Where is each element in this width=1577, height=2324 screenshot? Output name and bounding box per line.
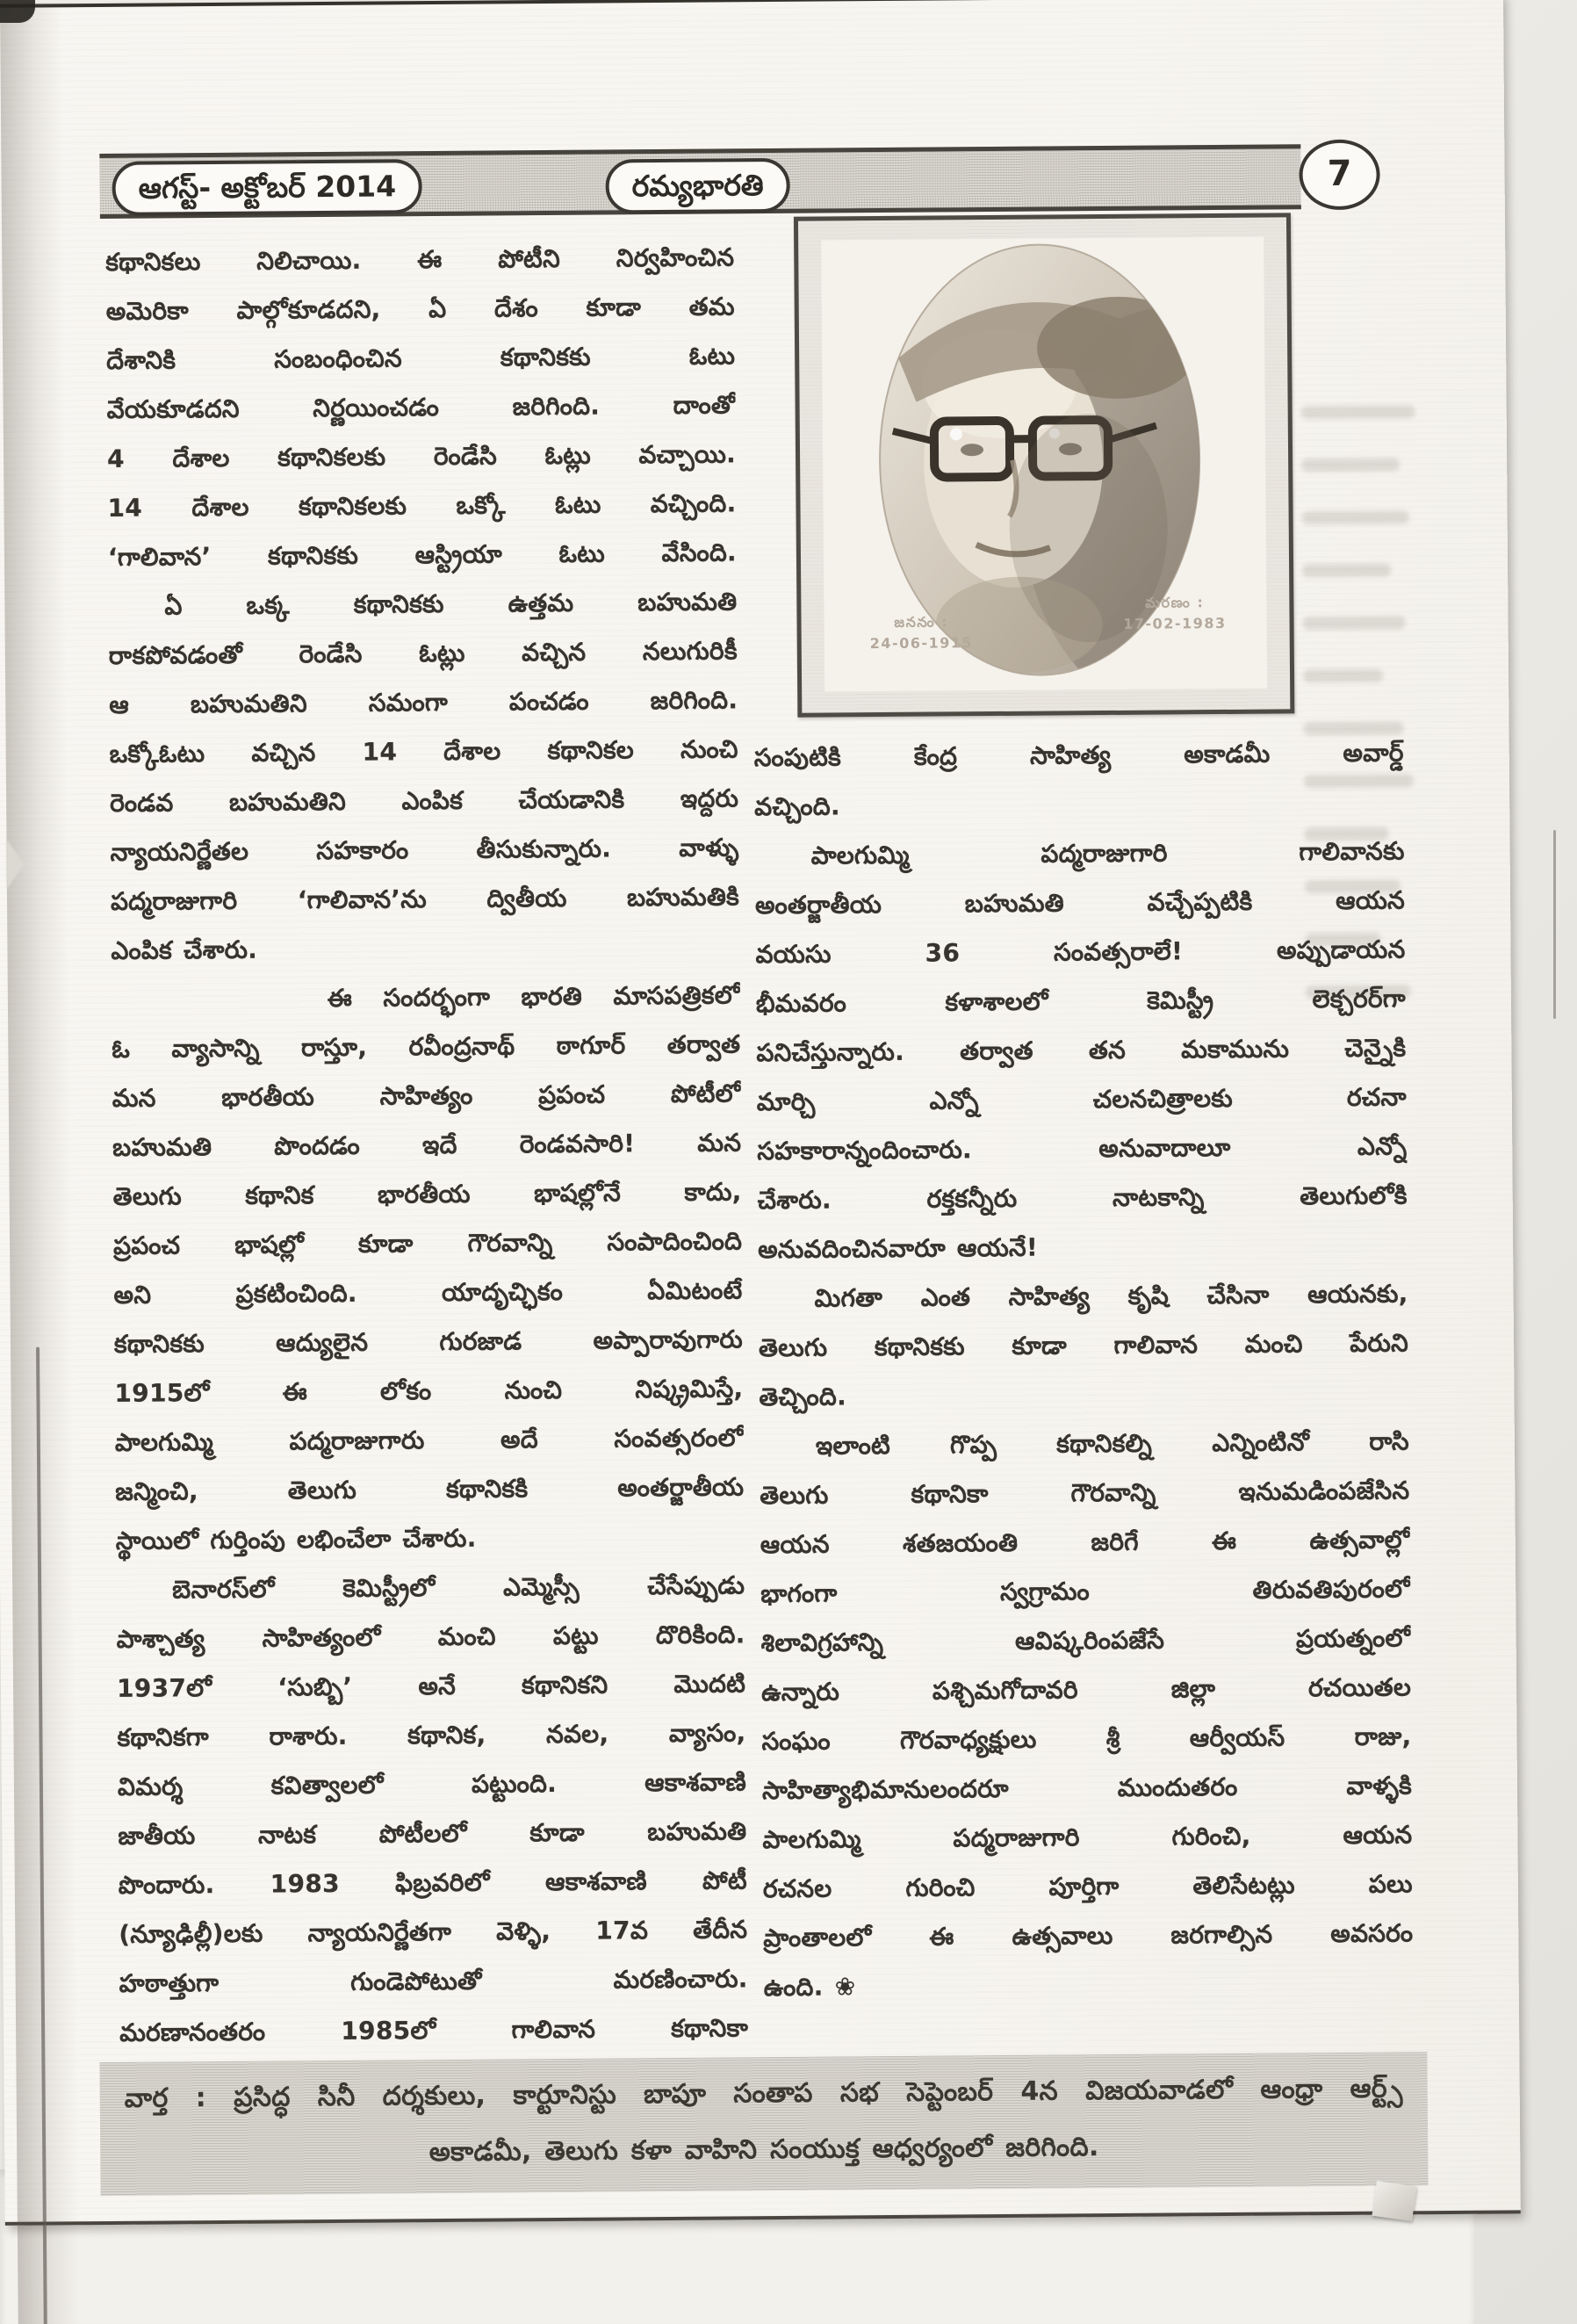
text-line: న్యాయనిర్ణేతల సహకారం తీసుకున్నారు. వాళ్ళు xyxy=(110,833,739,867)
text-line: శిలావిగ్రహాన్ని ఆవిష్కరింపజేసే ప్రయత్నంలో xyxy=(760,1623,1411,1658)
text-line: బహుమతి పొందడం ఇదే రెండవసారి! మన xyxy=(112,1128,742,1162)
bleed-through-line xyxy=(1301,405,1415,419)
death-date: 17-02-1983 xyxy=(1123,614,1227,632)
text-line: అమెరికా పాల్గోకూడదని, ఏ దేశం కూడా తమ xyxy=(105,292,735,326)
text-line: ఉన్నారు పశ్చిమగోదావరి జిల్లా రచయితల xyxy=(760,1672,1412,1707)
text-line: చేశారు. రక్తకన్నీరు నాటకాన్ని తెలుగులోకి xyxy=(757,1180,1408,1216)
text-line: బెనారస్‌లో కెమిస్ట్రీలో ఎమ్మెస్సీ చేసేప్పుడు xyxy=(172,1570,745,1605)
text-line: రెండవ బహుమతిని ఎంపిక చేయడానికి ఇద్దరు xyxy=(110,783,739,818)
text-line: 4 దేశాల కథానికలకు రెండేసి ఓట్లు వచ్చాయి. xyxy=(106,439,737,473)
text-line: మరణానంతరం 1985లో గాలివాన కథానికా xyxy=(119,2013,749,2047)
text-line: పద్మరాజుగారి ‘గాలివాన’ను ద్వితీయ బహుమతికి xyxy=(110,882,740,916)
text-line: 14 దేశాల కథానికలకు ఒక్కో ఓటు వచ్చింది. xyxy=(107,488,737,523)
footer-notice-line-2: అకాడమీ, తెలుగు కళా వాహిని సంయుక్త ఆధ్వర్యంలో జరిగింది. xyxy=(428,2132,1099,2169)
text-line: పనిచేస్తున్నారు. తర్వాత తన మకామును చెన్నైకి xyxy=(756,1033,1407,1068)
text-line: కథానికలు నిలిచాయి. ఈ పోటీని నిర్వహించిన xyxy=(105,242,735,277)
text-line: తెచ్చింది. xyxy=(759,1382,847,1412)
text-line: ఎంపిక చేశారు. xyxy=(111,935,258,965)
issue-date-pill xyxy=(112,159,422,216)
text-line: వేయకూడదని నిర్ణయించడం జరిగింది. దాంతో xyxy=(106,390,736,424)
text-line: పాశ్చాత్య సాహిత్యంలో మంచి పట్టు దొరికింది. xyxy=(116,1620,745,1654)
bleed-through-line xyxy=(1303,669,1383,683)
text-line: భాగంగా స్వగ్రామం తిరువతిపురంలో xyxy=(760,1574,1411,1609)
text-line: ఒక్కోఓటు వచ్చిన 14 దేశాల కథానికల నుంచి xyxy=(109,734,738,769)
text-line: 1915లో ఈ లోకం నుంచి నిష్క్రమిస్తే, xyxy=(114,1374,744,1408)
text-line: రాకపోవడంతో రెండేసి ఓట్లు వచ్చిన నలుగురికీ xyxy=(108,636,738,670)
bleed-through-line xyxy=(1303,616,1406,630)
masthead-title: రమ్యభారతి xyxy=(631,168,764,204)
issue-date-label: ఆగస్ట్- అక్టోబర్ 2014 xyxy=(138,169,397,206)
text-line: మిగతా ఎంత సాహిత్య కృషి చేసినా ఆయనకు, xyxy=(814,1279,1408,1313)
text-line: తెలుగు కథానికకు కూడా గాలివాన మంచి పేరుని xyxy=(758,1328,1409,1363)
bleed-through-line xyxy=(1302,563,1392,577)
death-caption xyxy=(1123,592,1227,635)
text-line: విమర్శ కవిత్వాలలో పట్టుంది. ఆకాశవాణి xyxy=(117,1767,747,1801)
text-line: రచనల గురించి పూర్తిగా తెలిసేటట్లు పలు xyxy=(762,1869,1413,1904)
text-line: దేశానికి సంబంధించిన కథానికకు ఓటు xyxy=(106,341,736,375)
text-line: స్థాయిలో గుర్తింపు లభించేలా చేశారు. xyxy=(115,1523,477,1555)
text-line: కథానికగా రాశారు. కథానిక, నవల, వ్యాసం, xyxy=(117,1718,746,1752)
page-number: 7 xyxy=(1327,153,1352,195)
death-label: మరణం : xyxy=(1145,594,1205,611)
text-line: తెలుగు కథానిక భారతీయ భాషల్లోనే కాదు, xyxy=(112,1177,742,1211)
text-line: జాతీయ నాటక పోటీలలో కూడా బహుమతి xyxy=(118,1816,747,1851)
bleed-through-line xyxy=(1302,510,1409,524)
text-line: తెలుగు కథానికా గౌరవాన్ని ఇనుమడింపజేసిన xyxy=(760,1476,1410,1511)
footer-notice-line-1: వార్త : ప్రసిద్ధ సినీ దర్శకులు, కార్టూనిస్టు బాపూ సంతాప సభ సెప్టెంబర్ 4న విజయవాడలో ఆంధ్రా ఆర్ట్స్ xyxy=(124,2073,1403,2114)
birth-label: జననం : xyxy=(894,613,949,631)
right-column xyxy=(754,728,1414,2012)
masthead-pill xyxy=(605,158,789,214)
photo-mat xyxy=(821,237,1267,692)
text-line: అంతర్జాతీయ బహుమతి వచ్చేప్పటికి ఆయన xyxy=(754,885,1406,920)
text-line: ఆయన శతజయంతి జరిగే ఈ ఉత్సవాల్లో xyxy=(760,1525,1410,1560)
bleed-through-line xyxy=(1301,458,1400,472)
text-line: భీమవరం కళాశాలలో కెమిస్ట్రీ లెక్చరర్‌గా xyxy=(755,984,1407,1019)
text-line: మార్చి ఎన్నో చలనచిత్రాలకు రచనా xyxy=(756,1082,1407,1117)
left-column xyxy=(105,233,748,2058)
text-line: ఉంది. ❀ xyxy=(763,1972,856,2003)
text-line: 1937లో ‘సుబ్బి’ అనే కథానికని మొదటి xyxy=(116,1669,746,1703)
text-line: ఇలాంటి గొప్ప కథానికల్ని ఎన్నింటినో రాసి xyxy=(815,1426,1410,1461)
text-line: సంఘం గౌరవాధ్యక్షులు శ్రీ ఆర్వీయస్ రాజు, xyxy=(761,1721,1412,1757)
birth-caption xyxy=(869,611,973,654)
text-line: ఈ సందర్భంగా భారతి మాసపత్రికలో xyxy=(327,980,741,1013)
text-line: సంపుటికి కేంద్ర సాహిత్య అకాడమీ అవార్డ్ xyxy=(753,738,1404,773)
page-corner-fold xyxy=(1372,2181,1416,2221)
text-line: జన్మించి, తెలుగు కథానికకి అంతర్జాతీయ xyxy=(115,1472,745,1506)
text-line: వచ్చింది. xyxy=(754,791,840,822)
text-line: వయసు 36 సంవత్సరాలే! అప్పుడాయన xyxy=(755,935,1406,970)
portrait-photo-frame xyxy=(794,213,1294,717)
text-line: ప్రపంచ భాషల్లో కూడా గౌరవాన్ని సంపాదించింది xyxy=(112,1226,743,1260)
footer-notice xyxy=(99,2052,1428,2196)
text-line: ప్రాంతాలలో ఈ ఉత్సవాలు జరగాల్సిన అవసరం xyxy=(763,1918,1414,1953)
text-line: మన భారతీయ సాహిత్యం ప్రపంచ పోటీలో xyxy=(112,1079,741,1113)
text-line: అనువదించినవారూ ఆయనే! xyxy=(758,1232,1039,1265)
text-line: ‘గాలివాన’ కథానికకు ఆస్ట్రియా ఓటు వేసింది. xyxy=(107,538,738,572)
text-line: సాహిత్యాభిమానులందరూ ముందుతరం వాళ్ళకి xyxy=(761,1771,1413,1806)
text-line: (న్యూఢిల్లీ)లకు న్యాయనిర్ణేతగా వెళ్ళి, 17వ తేదీన xyxy=(119,1915,748,1949)
page-fold-notch xyxy=(6,840,24,889)
page-number-badge xyxy=(1299,140,1380,211)
text-line: ఆ బహుమతిని సమంగా పంచడం జరిగింది. xyxy=(109,685,738,719)
text-line: ఓ వ్యాసాన్ని రాస్తూ, రవీంద్రనాథ్ ఠాగూర్ తర్వాత xyxy=(112,1029,741,1064)
text-line: పొందారు. 1983 ఫిబ్రవరిలో ఆకాశవాణి పోటీ xyxy=(118,1866,747,1900)
text-line: పాలగుమ్మి పద్మరాజుగారి గాలివానకు xyxy=(810,836,1405,870)
text-line: సహకారాన్నందించారు. అనువాదాలూ ఎన్నో xyxy=(757,1131,1408,1166)
text-line: హఠాత్తుగా గుండెపోటుతో మరణించారు. xyxy=(119,1964,748,1998)
text-line: పాలగుమ్మి పద్మరాజుగారి గురించి, ఆయన xyxy=(762,1820,1413,1855)
text-line: ఏ ఒక్క కథానికకు ఉత్తమ బహుమతి xyxy=(164,587,738,621)
text-line: పాలగుమ్మి పద్మరాజుగారు అదే సంవత్సరంలో xyxy=(114,1423,744,1457)
text-line: కథానికకు ఆద్యులైన గురజాడ అప్పారావుగారు xyxy=(113,1324,744,1359)
text-line: అని ప్రకటించింది. యాదృచ్ఛికం ఏమిటంటే xyxy=(113,1275,743,1310)
binding-shadow xyxy=(0,3,80,2324)
birth-date: 24-06-1915 xyxy=(869,634,974,653)
